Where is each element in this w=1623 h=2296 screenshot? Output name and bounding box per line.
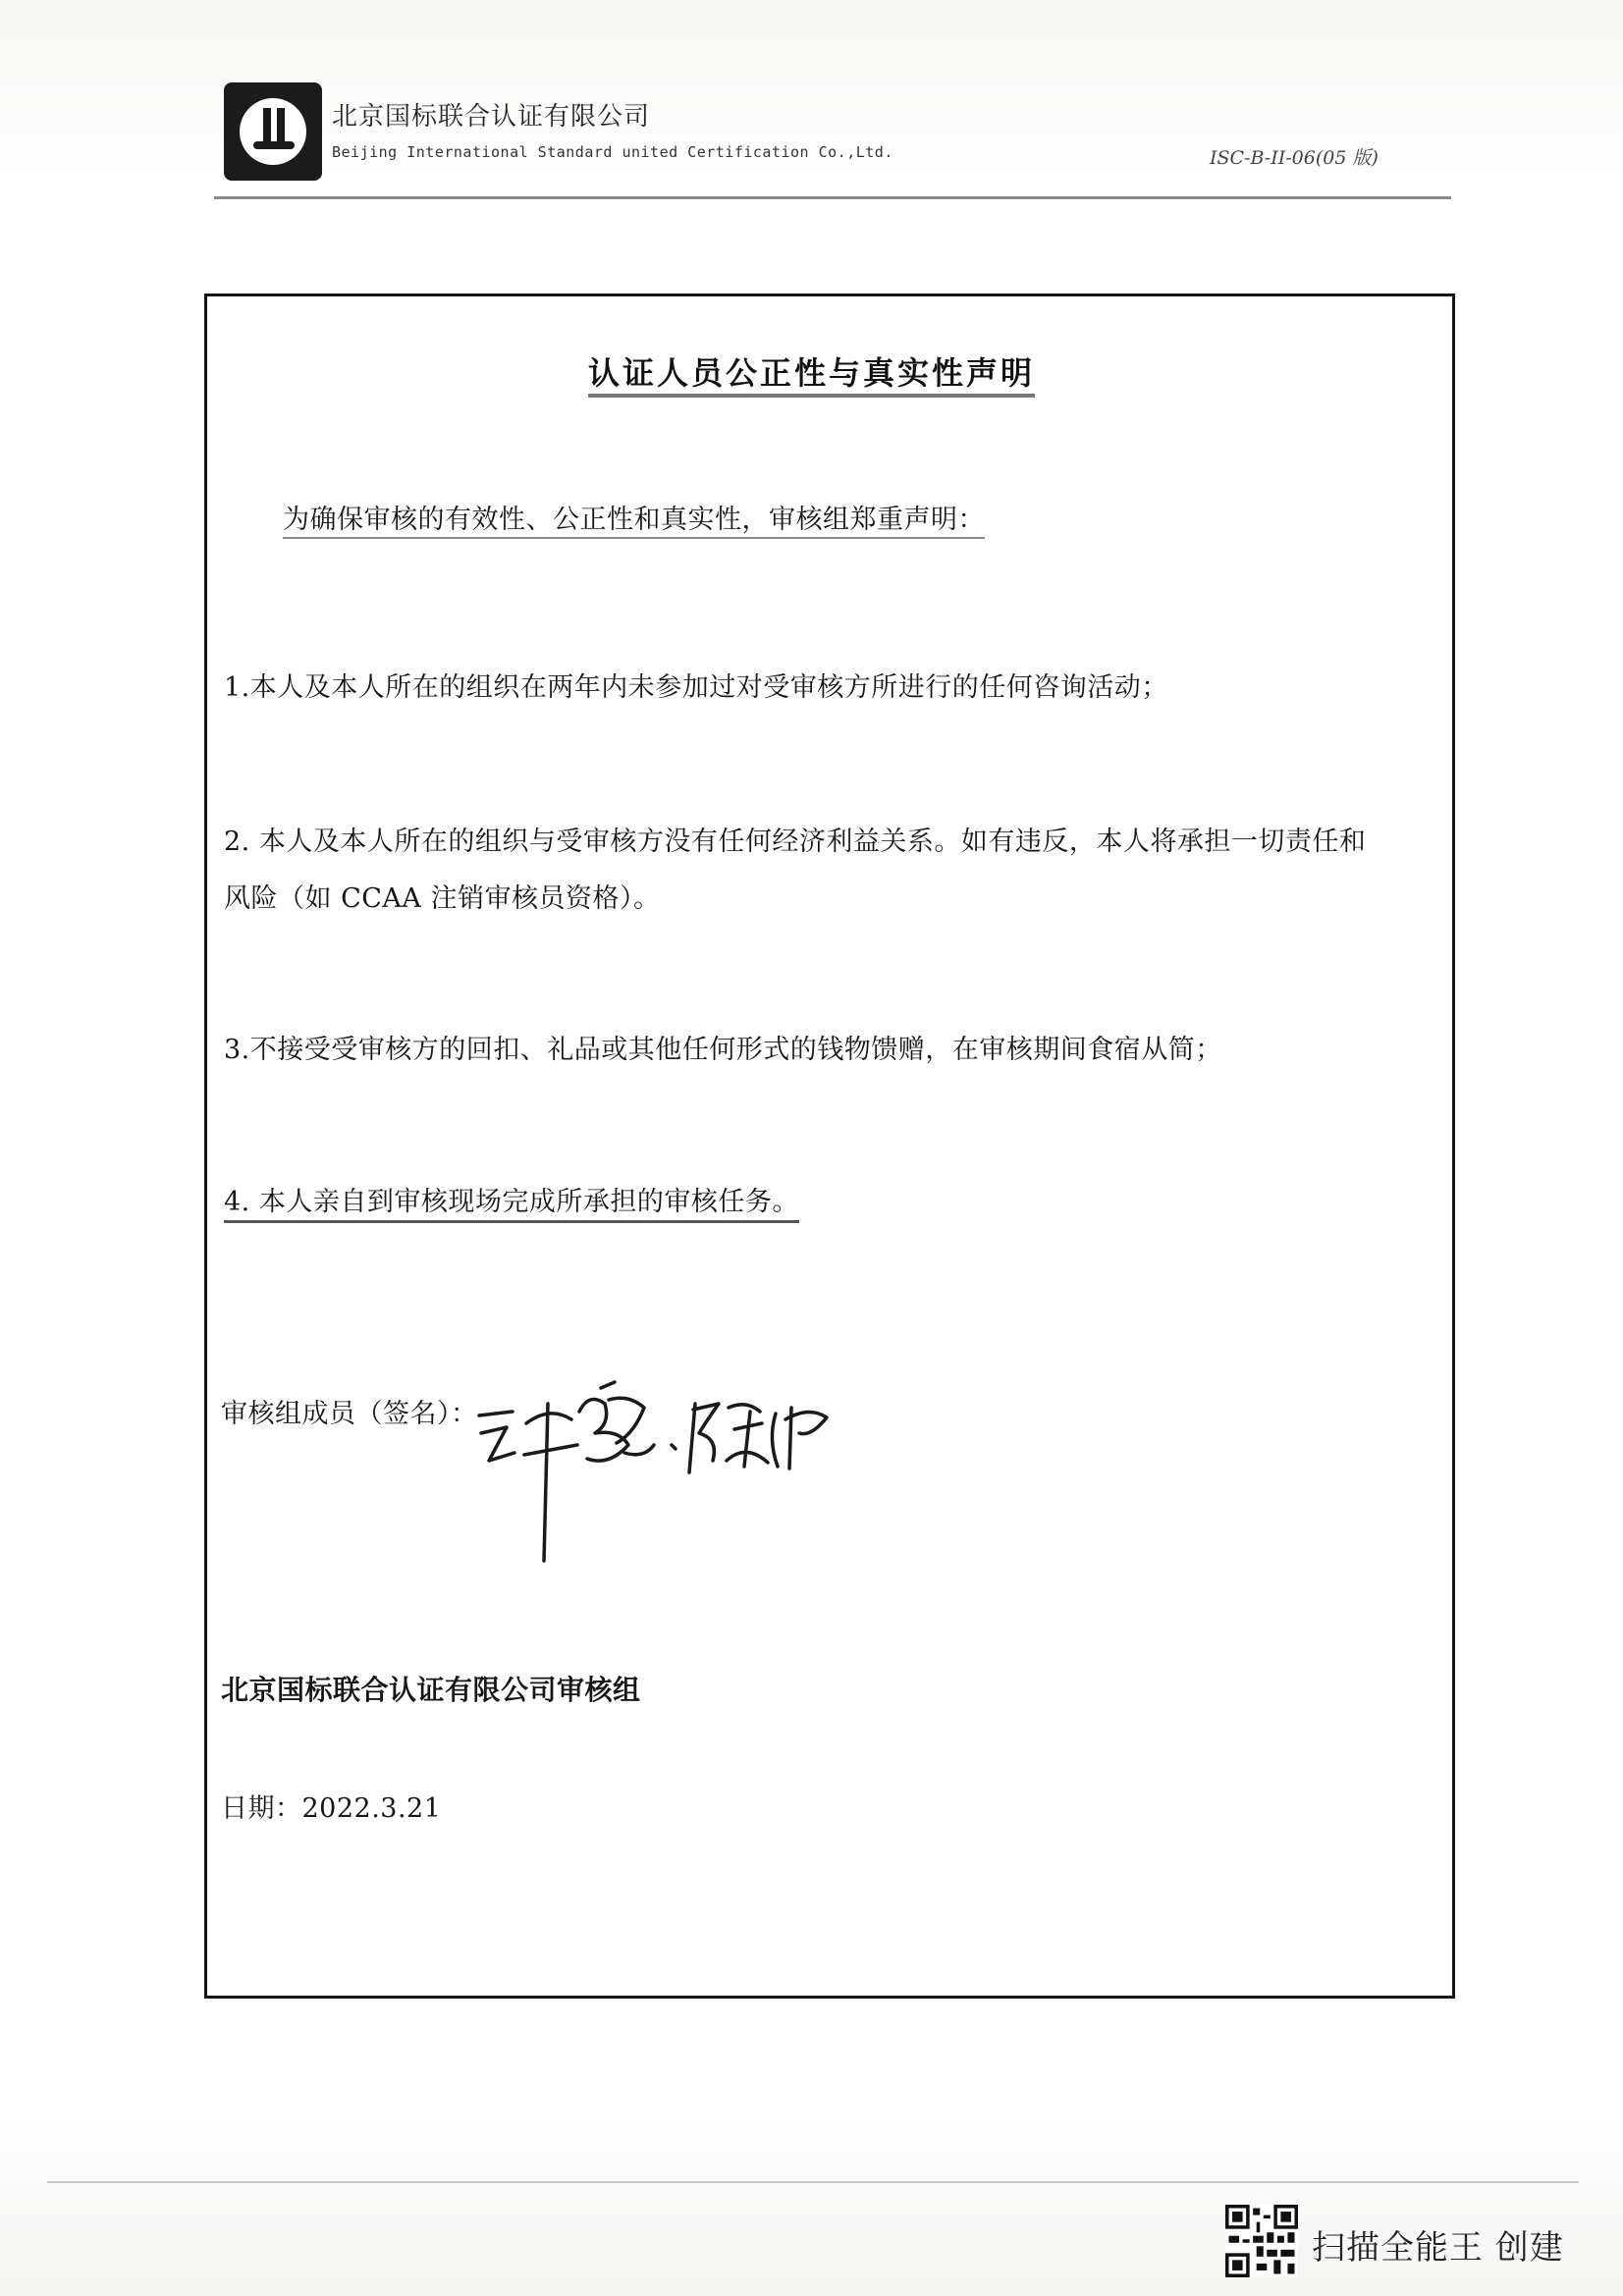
- header-divider: [214, 196, 1451, 199]
- document-title: [0, 348, 1623, 394]
- document-code: ISC-B-II-06(05 版): [1210, 147, 1379, 169]
- footer-divider: [47, 2181, 1579, 2183]
- qr-code-icon: [1225, 2205, 1298, 2277]
- company-name-cn: 北京国标联合认证有限公司: [332, 102, 651, 132]
- intro-text: [283, 498, 985, 536]
- audit-team-organization: 北京国标联合认证有限公司审核组: [221, 1674, 641, 1706]
- statement-frame: [204, 294, 1455, 1999]
- statement-item-3: 3.不接受受审核方的回扣、礼品或其他任何形式的钱物馈赠，在审核期间食宿从简；: [224, 1035, 1222, 1065]
- statement-item-4-text: 4. 本人亲自到审核现场完成所承担的审核任务。: [224, 1187, 799, 1223]
- company-logo: [224, 82, 322, 181]
- statement-item-4: [224, 1180, 799, 1218]
- members-signature-label: 审核组成员（签名）：: [221, 1399, 478, 1429]
- scanner-watermark-label: 扫描全能王 创建: [1312, 2228, 1564, 2268]
- statement-date: 日期：2022.3.21: [221, 1793, 442, 1824]
- statement-item-1: 1.本人及本人所在的组织在两年内未参加过对受审核方所进行的任何咨询活动；: [224, 672, 1168, 703]
- intro-text-content: 为确保审核的有效性、公正性和真实性，审核组郑重声明：: [283, 505, 985, 539]
- handwritten-signature: [461, 1364, 854, 1571]
- document-title-text: 认证人员公正性与真实性声明: [588, 354, 1035, 398]
- statement-item-2-continued: 风险（如 CCAA 注销审核员资格）。: [224, 883, 661, 914]
- company-name-en: Beijing International Standard united Certification Co.,Ltd.: [332, 143, 893, 161]
- statement-item-2: 2. 本人及本人所在的组织与受审核方没有任何经济利益关系。如有违反，本人将承担一切责任和: [224, 827, 1367, 857]
